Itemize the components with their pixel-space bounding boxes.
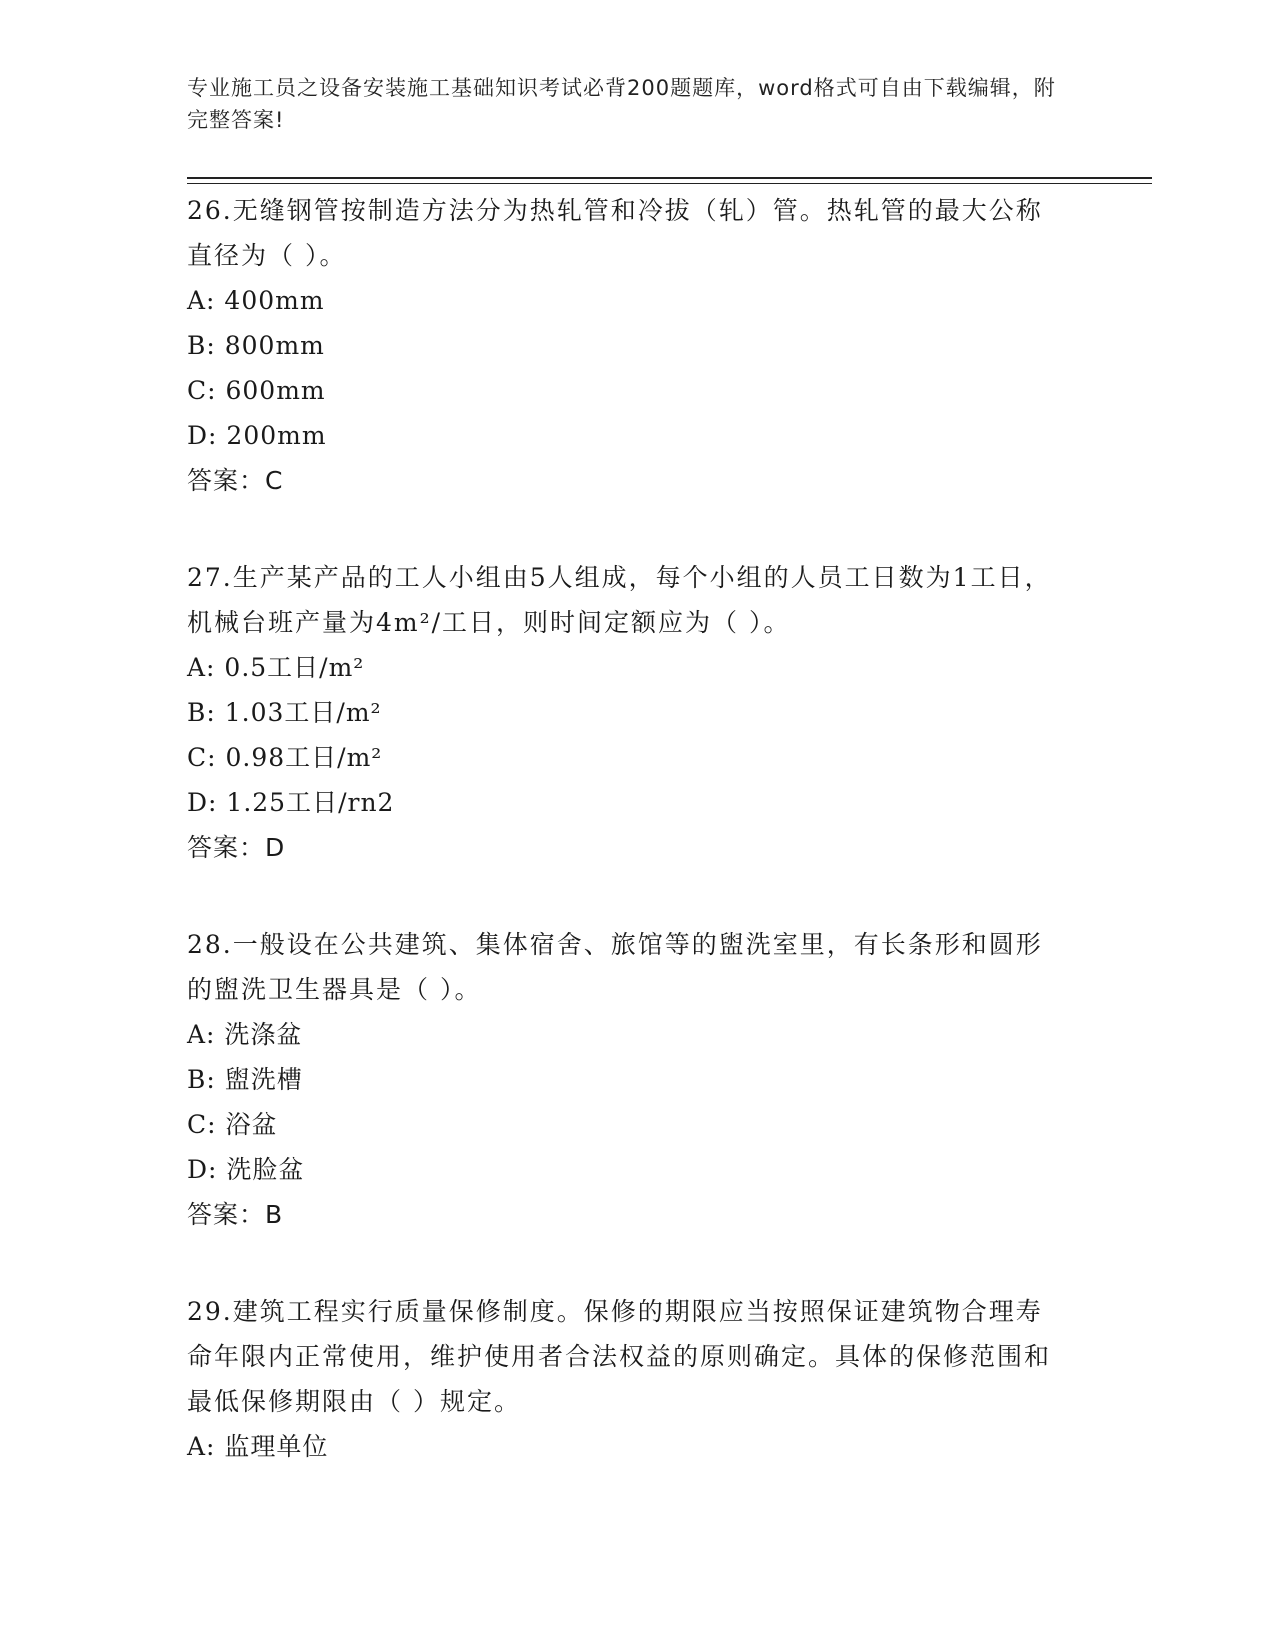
question-stem: 27.生产某产品的工人小组由5人组成，每个小组的人员工日数为1工日，机械台班产量为4m²/工日，则时间定额应为（ ）。 — [187, 563, 1052, 637]
option-b: B: 1.03工日/m² — [187, 698, 382, 727]
option-c: C: 0.98工日/m² — [187, 743, 383, 772]
question-28 — [187, 922, 1087, 1237]
question-26 — [187, 188, 1087, 503]
answer-line: 答案：D — [187, 833, 286, 862]
option-b: B: 盥洗槽 — [187, 1065, 303, 1094]
option-d: D: 1.25工日/rn2 — [187, 788, 395, 817]
document-header: 专业施工员之设备安装施工基础知识考试必背200题题库，word格式可自由下载编辑，附完整答案! — [187, 76, 1056, 132]
question-list — [187, 188, 1087, 1521]
option-a: A: 洗涤盆 — [187, 1020, 303, 1049]
option-b: B: 800mm — [187, 331, 325, 360]
question-27 — [187, 555, 1087, 870]
answer-line: 答案：B — [187, 1200, 284, 1229]
header-rule-thin — [187, 183, 1152, 184]
option-d: D: 洗脸盆 — [187, 1155, 305, 1184]
option-a: A: 0.5工日/m² — [187, 653, 365, 682]
option-c: C: 浴盆 — [187, 1110, 278, 1139]
question-stem: 26.无缝钢管按制造方法分为热轧管和冷拔（轧）管。热轧管的最大公称直径为（ ）。 — [187, 196, 1043, 270]
question-stem: 28.一般设在公共建筑、集体宿舍、旅馆等的盥洗室里，有长条形和圆形的盥洗卫生器具是（ ）。 — [187, 930, 1043, 1004]
option-a: A: 监理单位 — [187, 1432, 329, 1461]
question-stem: 29.建筑工程实行质量保修制度。保修的期限应当按照保证建筑物合理寿命年限内正常使用，维护使用者合法权益的原则确定。具体的保修范围和最低保修期限由（ ）规定。 — [187, 1297, 1052, 1416]
option-a: A: 400mm — [187, 286, 325, 315]
option-c: C: 600mm — [187, 376, 326, 405]
option-d: D: 200mm — [187, 421, 327, 450]
answer-line: 答案：C — [187, 466, 284, 495]
question-29 — [187, 1289, 1087, 1469]
header-rule-thick — [187, 177, 1152, 179]
